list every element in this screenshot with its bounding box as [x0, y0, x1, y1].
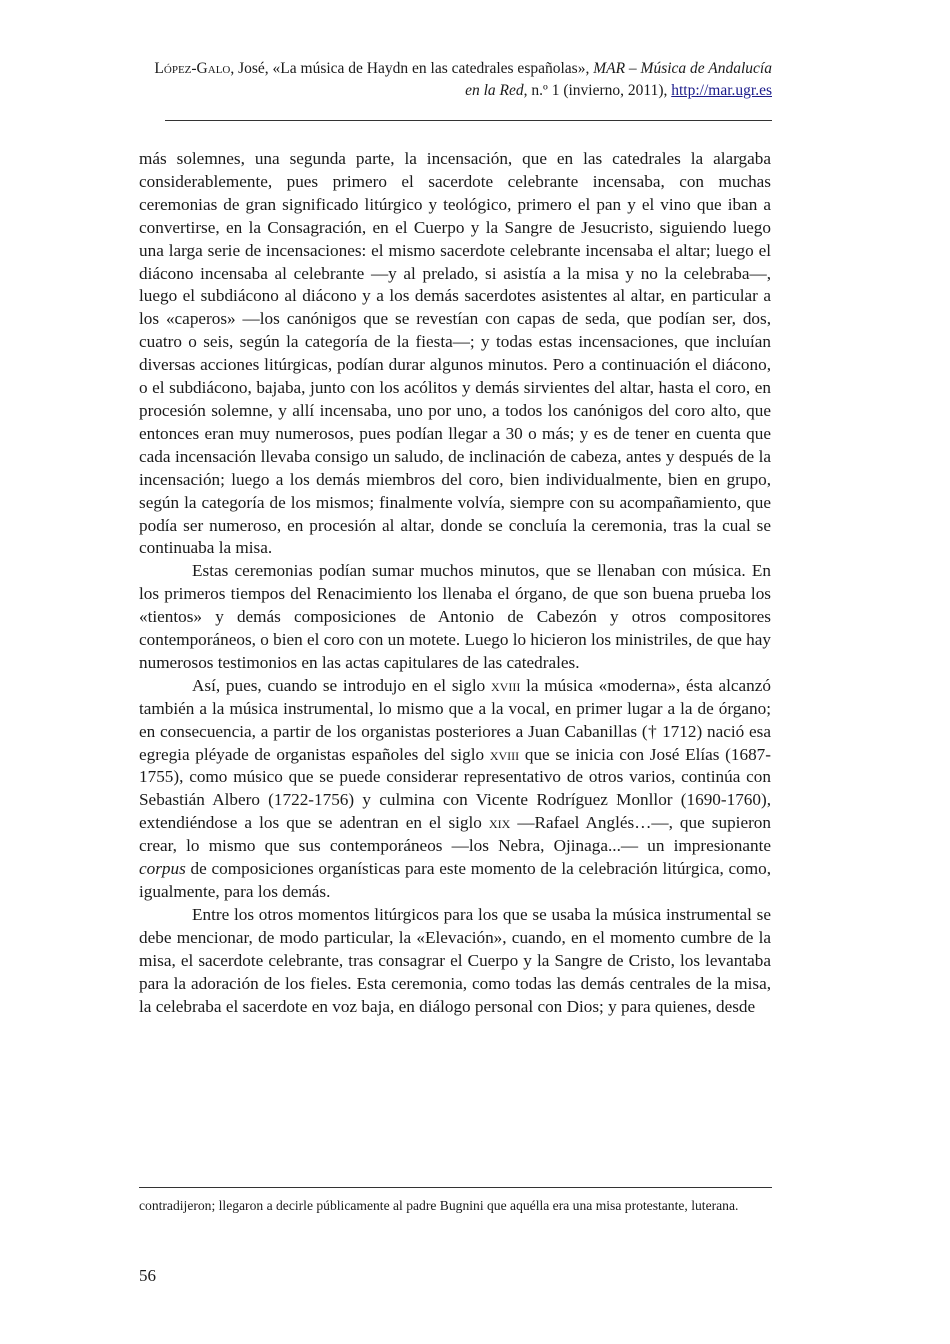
paragraph-4: Entre los otros momentos litúrgicos para los que se usaba la música instrumental se debe mencionar, de modo particular, la «Elevación», cuando, en el momento cumbre de la misa, el sacerdote celebrante, tras consagrar el Cuerpo y la Sangre de Cristo, los levantaba para la adoración de los fieles. Esta ceremonia, como todas las demás centrales de la misa, la celebraba el sacerdote en voz baja, en diálogo personal con Dios; y para quienes, desde [139, 904, 771, 1016]
header-url-link[interactable]: http://mar.ugr.es [671, 82, 772, 99]
paragraph-3-part-c: que se inicia con José Elías (1687-1755), como músico que se puede considerar representativo de otros varios, continúa con Sebastián Albero (1722-1756) y culmina con Vicente Rodríguez Monllor (1690-1760), extendiéndose a los que se adentran en el siglo [139, 744, 771, 833]
century-xix: xix [488, 813, 511, 833]
header-author-surname: López-Galo [154, 60, 231, 77]
paragraph-3-part-d: —Rafael Anglés…—, que supieron crear, lo mismo que sus contemporáneos —los Nebra, Ojinaga...— un impresionante [139, 813, 771, 856]
footnote-rule [139, 1187, 772, 1188]
paragraph-3-part-a: Así, pues, cuando se introdujo en el siglo [192, 675, 492, 695]
footnote [139, 1196, 771, 1215]
header-author-title: , José, «La música de Haydn en las catedrales españolas», [230, 60, 594, 77]
paragraph-1: más solemnes, una segunda parte, la incensación, que en las catedrales la alargaba considerablemente, pues primero el sacerdote celebrante incensaba, con muchas ceremonias de gran significado litúrgico y teológico, primero el pan y el vino que iban a convertirse, en la Consagración, en el Cuerpo y la Sangre de Jesucristo, siguiendo luego una larga serie de incensaciones: el mismo sacerdote celebrante incensaba el altar; luego el diácono incensaba al celebrante —y al prelado, si asistía a la misa y no la celebraba—, luego el subdiácono al diácono y a los demás sacerdotes asistentes al altar, en particular a los «caperos» —los canónigos que se revestían con capas de seda, que podían ser, dos, cuatro o seis, según la categoría de la fiesta—; y todas estas incensaciones, que incluían diversas acciones litúrgicas, podían durar algunos minutos. Pero a continuación el diácono, o el subdiácono, bajaba, junto con los acólitos y demás sirvientes del altar, hasta el coro, en procesión solemne, y allí incensaba, uno por uno, a todos los canónigos del coro alto, que entonces eran muy numerosos, pues podían llegar a 30 o más; y es de tener en cuenta que cada incensación llevaba consigo un saludo, de inclinación de cabeza, antes y después de la incensación; luego a los demás miembros del coro, bien individualmente, bien en grupo, según la categoría de los mismos; finalmente volvía, siempre con su acompañamiento, que podía ser numeroso, en procesión al altar, donde se concluía la ceremonia, tras la cual se continuaba la misa. [139, 149, 771, 558]
century-xviii: xviii [491, 675, 521, 695]
paragraph-3-part-e: de composiciones organísticas para este momento de la celebración litúrgica, como, igualmente, para los demás. [139, 859, 771, 901]
footnote-text: contradijeron; llegaron a decirle públicamente al padre Bugnini que aquélla era una misa protestante, luterana. [139, 1198, 739, 1213]
paragraph-3-part-b: la música «moderna», ésta alcanzó también a la música instrumental, lo mismo que a la vocal, en primer lugar a la de órgano; en consecuencia, a partir de los organistas posteriores a Juan Cabanillas († 1712) nació esa egregia pléyade de organistas españoles del siglo [139, 675, 772, 764]
main-text [139, 148, 771, 1018]
page-number: 56 [139, 1266, 156, 1285]
header-journal: MAR – Música de Andalucía en la Red [465, 60, 772, 99]
corpus-italic: corpus [139, 859, 186, 879]
paragraph-3 [139, 675, 771, 904]
paragraph-2: Estas ceremonias podían sumar muchos minutos, que se llenaban con música. En los primeros tiempos del Renacimiento los llenaba el órgano, de que son buena prueba los «tientos» y demás composiciones de Antonio de Cabezón y otros compositores contemporáneos, o bien el coro con un motete. Luego lo hicieron los ministriles, de que hay numerosos testimonios en las actas capitulares de las catedrales. [139, 561, 771, 672]
header-issue: , n.º 1 (invierno, 2011), [523, 82, 672, 99]
running-header [140, 58, 772, 102]
century-xviii-2: xviii [489, 744, 520, 764]
header-rule [165, 120, 772, 121]
